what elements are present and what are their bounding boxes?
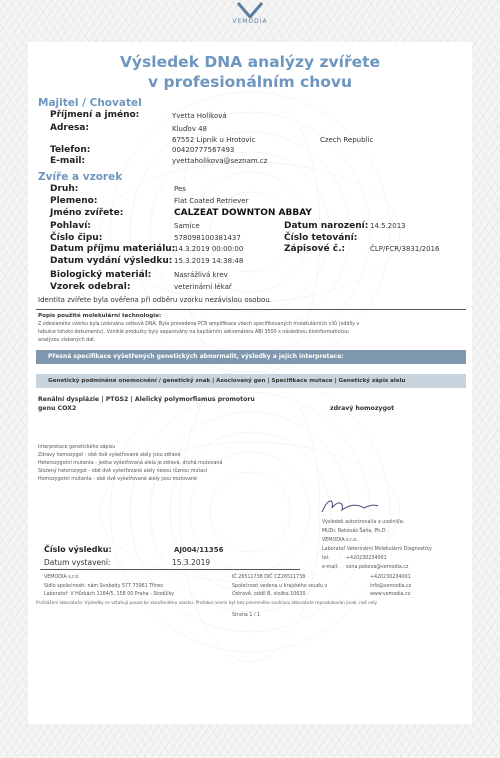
results-title-bar: Přesná specifikace vyšetřených genetických abnormalit, výsledky a jejich interpretace: bbox=[36, 350, 466, 364]
signature-company: VEMODIA s.r.o. bbox=[322, 538, 358, 543]
signature-caption: Výsledek autorizoval/a a uvolnil/a: bbox=[322, 520, 405, 525]
footer-legal: Prohlášení laboratoře: Výsledky se vztahují pouze ke zkoušenému vzorku. Protokol nesmí být bez písemného souhlasu laboratoře reprodukován jinak, než celý. bbox=[36, 601, 378, 606]
signature-lab: Laboratoř Veterinární Molekulární Diagnostiky bbox=[322, 547, 432, 552]
animal-name-label: Jméno zvířete: bbox=[50, 208, 124, 218]
footer-divider bbox=[40, 569, 300, 570]
test-gene: genu COX2 bbox=[38, 405, 77, 412]
breed-value: Flat Coated Retriever bbox=[174, 197, 249, 205]
collected-label: Vzorek odebral: bbox=[50, 282, 131, 292]
result-number-label: Číslo výsledku: bbox=[44, 545, 112, 554]
issue-date-label: Datum vystavení: bbox=[44, 558, 111, 567]
material-label: Biologický materiál: bbox=[50, 270, 152, 280]
results-table-header: Genetický podmíněné onemocnění / genetický znak | Asociovaný gen | Specifikace mutace | Genetický zápis alelu bbox=[36, 374, 466, 388]
owner-street: Kluďov 48 bbox=[172, 125, 207, 133]
methods-text-1: Z odeslaného vzorku byla izolována celková DNA. Byla provedena PCR amplifikace všech specifikovaných molekulárních cílů (oddíly v bbox=[38, 322, 360, 327]
signature-tel: +420230234001 bbox=[346, 556, 387, 561]
birth-value: 14.5.2013 bbox=[370, 222, 406, 230]
methods-text-3: analýzou získaných dat. bbox=[38, 338, 96, 343]
vemodia-logo-icon bbox=[236, 2, 264, 18]
signature-tel-label: tel: bbox=[322, 556, 330, 561]
animal-name-value: CALZEAT DOWNTON ABBAY bbox=[174, 208, 312, 218]
birth-label: Datum narození: bbox=[284, 221, 369, 231]
owner-name: Yvetta Holíková bbox=[172, 112, 227, 120]
animal-section-heading: Zvíře a vzorek bbox=[38, 171, 123, 183]
methods-text-2: tabulce tohoto dokumentu). Vzniklé produkty byly separovány na kapilárním sekvenátoru ABI 3500 s následnou bioinformatickou bbox=[38, 330, 349, 335]
sex-value: Samice bbox=[174, 222, 200, 230]
breed-label: Plemeno: bbox=[50, 196, 98, 206]
result-number: AJ004/11356 bbox=[174, 546, 224, 554]
test-name: Renální dysplázie | PTGS2 | Alelický polymorfismus promotoru bbox=[38, 396, 255, 403]
owner-country: Czech Republic bbox=[320, 136, 374, 144]
footer-ic: IČ 26511738 DIČ CZ26511738 bbox=[232, 575, 306, 580]
collected-value: veterinární lékař bbox=[174, 283, 232, 291]
page-title: Výsledek DNA analýzy zvířete v profesionálním chovu bbox=[119, 53, 381, 91]
issued-label: Datum vydání výsledku: bbox=[50, 256, 173, 266]
footer-register-2: Ostravě, oddíl B, vložka 10630 bbox=[232, 592, 306, 597]
owner-email-label: E-mail: bbox=[50, 156, 86, 166]
owner-phone: 00420777567493 bbox=[172, 146, 235, 154]
owner-name-label: Příjmení a jméno: bbox=[50, 110, 140, 120]
signature-email-label: e-mail: bbox=[322, 565, 339, 570]
methods-heading: Popis použité molekulární technologie: bbox=[38, 313, 162, 319]
interpretation-line-1: Zdravý homozygot - obě dvě vyšetřované alely jsou zdravé bbox=[38, 453, 181, 458]
footer-mail: info@vemodia.cz bbox=[370, 584, 412, 589]
interpretation-line-3: Složený heterozygot - obě dvě vyšetřované alely nesou různou mutaci bbox=[38, 469, 208, 474]
footer-lab-address: Laboratoř: V Hůrkách 1164/5, 158 00 Praha - Stodůlky bbox=[44, 592, 175, 597]
divider bbox=[36, 309, 466, 310]
identity-note: Identita zvířete byla ověřena při odběru vzorku nezávislou osobou. bbox=[38, 296, 272, 304]
interpretation-line-2: Heterozygotní mutanta - jedna vyšetřovaná alela je zdravá, druhá mutovaná bbox=[38, 461, 223, 466]
footer-web: www.vemodia.cz bbox=[370, 592, 411, 597]
received-value: 14.3.2019 00:00:00 bbox=[174, 245, 244, 253]
owner-section-heading: Majitel / Chovatel bbox=[38, 97, 142, 109]
footer-seat: Sídlo společnosti: nám Svobody 577 73961 Třinec bbox=[44, 584, 164, 589]
footer-phone: +420230234001 bbox=[370, 575, 411, 580]
signature-icon bbox=[318, 494, 382, 518]
species-label: Druh: bbox=[50, 184, 79, 194]
material-value: Nasrážlivá krev bbox=[174, 271, 228, 279]
test-result: zdravý homozygot bbox=[330, 405, 395, 412]
brand-name: VEMODIA bbox=[232, 18, 268, 25]
species-value: Pes bbox=[174, 185, 186, 193]
signature-email: sona.pekova@vemodia.cz bbox=[346, 565, 409, 570]
owner-city: 67552 Lipník u Hrotovic bbox=[172, 136, 256, 144]
chip-value: 578098100381437 bbox=[174, 234, 241, 242]
owner-phone-label: Telefon: bbox=[50, 145, 91, 155]
sex-label: Pohlaví: bbox=[50, 221, 91, 231]
footer-company: VEMODIA s.r.o. bbox=[44, 575, 80, 580]
issued-value: 15.3.2019 14:38:48 bbox=[174, 257, 244, 265]
footer-register: Společnost vedena u krajského soudu v bbox=[232, 584, 328, 589]
issue-date: 15.3.2019 bbox=[172, 558, 211, 567]
footer-page: Strana 1 / 1 bbox=[232, 613, 261, 618]
received-label: Datum příjmu materiálu: bbox=[50, 244, 176, 254]
studbook-label: Zápisové č.: bbox=[284, 244, 346, 254]
studbook-value: ČLP/FCR/3831/2016 bbox=[370, 245, 440, 253]
owner-address-label: Adresa: bbox=[50, 123, 89, 133]
owner-email: yvettaholikova@seznam.cz bbox=[172, 157, 268, 165]
interpretation-line-4: Homozygotní mutanta - obě dvě vyšetřované alely jsou mutované bbox=[38, 477, 197, 482]
tattoo-label: Číslo tetování: bbox=[284, 233, 358, 243]
interpretation-heading: Interpretace genetického zápisu bbox=[38, 445, 116, 450]
chip-label: Číslo čipu: bbox=[50, 233, 103, 243]
signature-person: MUDr. Rekováš Šaňa, Ph.D. bbox=[322, 529, 388, 534]
